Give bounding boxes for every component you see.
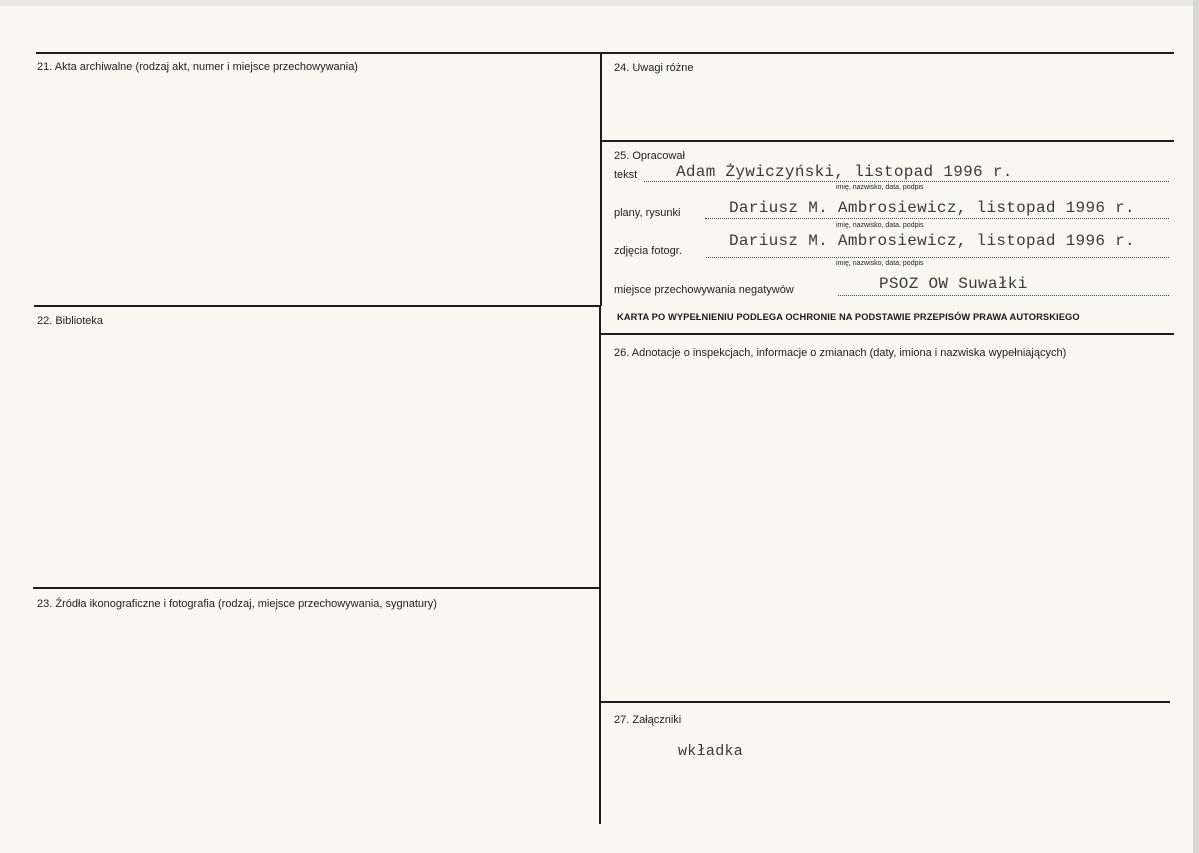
plany-hint: imię, nazwisko, data, podpis [836, 222, 924, 229]
divider-lower [599, 306, 601, 824]
section-25-label: 25. Opracował [614, 150, 685, 162]
zdjecia-hint: imię, nazwisko, data, podpis [836, 260, 924, 267]
negatives-value: PSOZ OW Suwałki [879, 275, 1028, 293]
negatives-dotted-line [838, 295, 1169, 296]
tekst-value: Adam Żywiczyński, listopad 1996 r. [676, 163, 1013, 181]
section-23-label: 23. Źródła ikonograficzne i fotografia (rodzaj, miejsce przechowywania, sygnatury) [37, 598, 437, 610]
zdjecia-label: zdjęcia fotogr. [614, 245, 682, 257]
plany-dotted-line [705, 218, 1169, 219]
negatives-label: miejsce przechowywania negatywów [614, 284, 794, 296]
rule-25-26 [601, 333, 1174, 335]
section-21-label: 21. Akta archiwalne (rodzaj akt, numer i miejsce przechowywania) [37, 61, 358, 73]
rule-24-25 [602, 140, 1174, 142]
rule-22-23 [33, 587, 600, 589]
rule-21-22 [34, 305, 601, 307]
attachments-value: wkładka [678, 743, 744, 760]
plany-value: Dariusz M. Ambrosiewicz, listopad 1996 r. [729, 199, 1135, 217]
plany-label: plany, rysunki [614, 207, 681, 219]
divider-upper [600, 52, 602, 306]
section-27-label: 27. Załączniki [614, 714, 682, 726]
zdjecia-dotted-line [706, 257, 1169, 258]
section-24-label: 24. Uwagi różne [614, 62, 694, 74]
top-rule [36, 52, 1174, 54]
copyright-notice: KARTA PO WYPEŁNIENIU PODLEGA OCHRONIE NA PODSTAWIE PRZEPISÓW PRAWA AUTORSKIEGO [617, 312, 1080, 322]
rule-26-27 [600, 701, 1170, 703]
tekst-hint: imię, nazwisko, data, podpis [836, 184, 924, 191]
section-26-label: 26. Adnotacje o inspekcjach, informacje o zmianach (daty, imiona i nazwiska wypełniających) [614, 347, 1067, 359]
tekst-dotted-line [644, 181, 1169, 182]
scan-edge-top [0, 0, 1199, 6]
scan-edge-right [1193, 0, 1199, 853]
tekst-label: tekst [614, 169, 638, 181]
zdjecia-value: Dariusz M. Ambrosiewicz, listopad 1996 r. [729, 232, 1135, 250]
section-22-label: 22. Biblioteka [37, 315, 104, 327]
